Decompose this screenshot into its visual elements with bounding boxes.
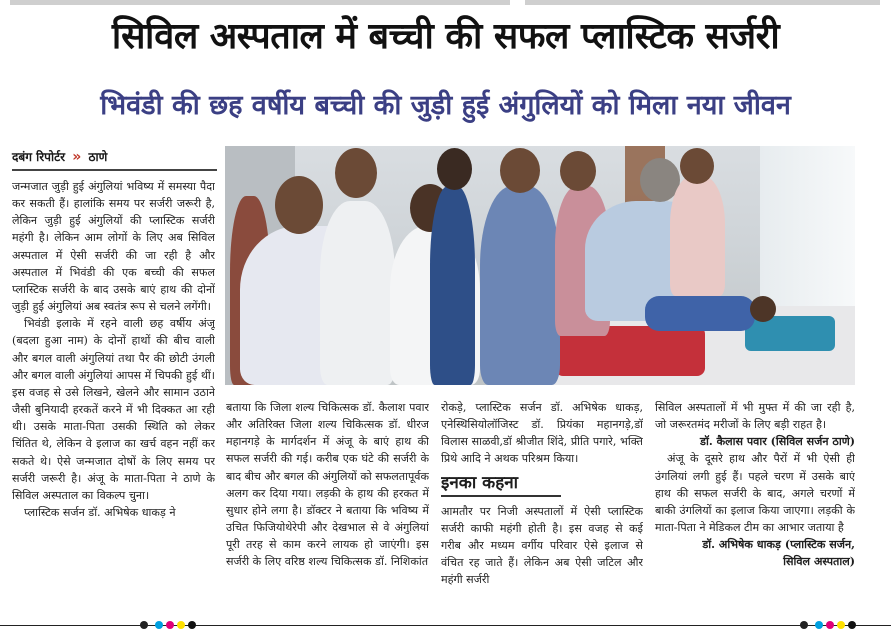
quote-attribution: डॉ. अभिषेक धाकड़ (प्लास्टिक सर्जन,: [702, 538, 855, 552]
photo-person-head: [437, 148, 472, 190]
reporter-name: दबंग रिपोर्टर: [12, 150, 66, 164]
footer-rule: [0, 621, 891, 631]
footer-line: [0, 625, 891, 626]
color-swatch: [848, 621, 856, 629]
article-column-1: [12, 178, 215, 616]
photo-person: [430, 186, 475, 385]
photo-person: [480, 186, 560, 385]
registration-mark: [800, 621, 808, 629]
paragraph: बताया कि जिला शल्य चिकित्सक डॉ. कैलाश पवार और अतिरिक्त जिला शल्य चिकित्सक डॉ. धीरज महानगड़े के मार्गदर्शन में अंजू के बाएं हाथ की सफल सर्जरी की गई। करीब एक घंटे की सर्जरी के बाद बीच और बगल की अंगुलियों को सफलतापूर्वक अलग कर दिया गया। लड़की के हाथ की हरकत में सुधार होने लगा है। डॉक्टर ने बताया कि भविष्य में उचित फिजियोथेरेपी और देखभाल से वे अंगुलियां पूरी तरह से काम करने लायक हो जाएंगी। इस सर्जरी के लिए वरिष्ठ शल्य चिकित्सक डॉ. निशिकांत: [226, 401, 429, 569]
color-swatch: [837, 621, 845, 629]
paragraph: रोकड़े, प्लास्टिक सर्जन डॉ. अभिषेक धाकड़, एनेस्थिसियोलॉजिस्ट डॉ. प्रियंका महानगड़े,डॉ विलास साळवी,डॉ श्रीजीत शिंदे, प्रीति पगारे, भक्ति प्रिथे आदि ने अथक परिश्रम किया।: [441, 401, 643, 466]
color-swatch: [166, 621, 174, 629]
top-border: [0, 0, 891, 6]
photo-person-head: [560, 151, 596, 191]
subheadline: भिवंडी की छह वर्षीय बच्ची की जुड़ी हुई अंगुलियों को मिला नया जीवन: [100, 90, 791, 121]
photo-person: [320, 201, 395, 385]
top-rule-left: [10, 0, 510, 5]
article-column-2: [226, 399, 429, 617]
photo-person-head: [335, 148, 377, 198]
photo-person-head: [680, 148, 714, 184]
section-heading: इनका कहना: [441, 471, 561, 497]
paragraph: सिविल अस्पतालों में भी मुफ्त में की जा रही है, जो जरूरतमंद मरीजों के लिए बड़ी राहत है।: [655, 401, 855, 432]
quote-attribution: डॉ. कैलास पवार (सिविल सर्जन ठाणे): [700, 435, 855, 449]
article-column-4: [655, 399, 855, 617]
color-swatch: [826, 621, 834, 629]
byline-location: ठाणे: [88, 150, 108, 164]
headline: सिविल अस्पताल में बच्ची की सफल प्लास्टिक सर्जरी: [111, 16, 780, 57]
news-photo: [225, 146, 855, 385]
byline-separator: »: [72, 149, 82, 165]
photo-person-head: [275, 176, 323, 234]
paragraph: अंजू के दूसरे हाथ और पैरों में भी ऐसी ही उंगलियां लगी हुई हैं। पहले चरण में उसके बाएं हाथ की सफल सर्जरी के बाद, अगले चरणों में बाकी उंगलियों का इलाज किया जाएगा। लड़की के माता-पिता ने मेडिकल टीम का आभार जताया है: [655, 452, 855, 535]
color-swatch: [188, 621, 196, 629]
paragraph: आमतौर पर निजी अस्पतालों में ऐसी प्लास्टिक सर्जरी काफी महंगी होती है। इस वजह से कई गरीब और मध्यम वर्गीय परिवार ऐसे इलाज से वंचित रह जाते हैं। लेकिन अब ऐसी जटिल और महंगी सर्जरी: [441, 504, 643, 587]
color-swatch: [177, 621, 185, 629]
paragraph: जन्मजात जुड़ी हुई अंगुलियां भविष्य में समस्या पैदा कर सकती हैं। हालांकि समय पर सर्जरी जरूरी है, लेकिन जुड़ी हुई अंगुलियों की प्लास्टिक सर्जरी महंगी है। लेकिन आम लोगों के लिए अब सिविल अस्पताल में ऐसी सर्जरी की जा रही है और अस्पताल में भिवंडी की एक बच्ची की सफल प्लास्टिक सर्जरी के बाद उसके बाएं हाथ की दोनों जुड़ी हुई अंगुलियां अब स्वतंत्र रूप से चलने लगेंगी।: [12, 180, 215, 314]
quote-attribution: सिविल अस्पताल): [783, 555, 855, 569]
article-column-3: [441, 399, 643, 617]
color-swatch: [815, 621, 823, 629]
paragraph: प्लास्टिक सर्जन डॉ. अभिषेक धाकड़ ने: [24, 505, 176, 519]
photo-person: [670, 176, 725, 296]
paragraph: भिवंडी इलाके में रहने वाली छह वर्षीय अंजू (बदला हुआ नाम) के दोनों हाथों की बीच वाली और बगल वाली अंगुलियां तथा पैर की छोटी उंगली और बगल वाली अंगुलियां आपस में चिपकी हुई थीं। इस वजह से उसे लिखने, खेलने और सामान उठाने जैसी बुनियादी हरकतें करने में भी दिक्कत आ रही थी। उसके माता-पिता उसकी स्थिति को लेकर चिंतित थे, लेकिन वे इलाज का खर्च वहन नहीं कर सकते थे। ऐसे जन्मजात दोषों के लिए समय पर सर्जरी जरूरी है। अंजू के माता-पिता ने ठाणे के सिविल अस्पताल का विकल्प चुना।: [12, 317, 215, 502]
color-swatch: [155, 621, 163, 629]
photo-child: [645, 296, 755, 331]
top-rule-right: [525, 0, 880, 5]
registration-mark: [140, 621, 148, 629]
byline: [12, 147, 217, 171]
photo-child-head: [750, 296, 776, 322]
photo-person-head: [500, 148, 540, 193]
